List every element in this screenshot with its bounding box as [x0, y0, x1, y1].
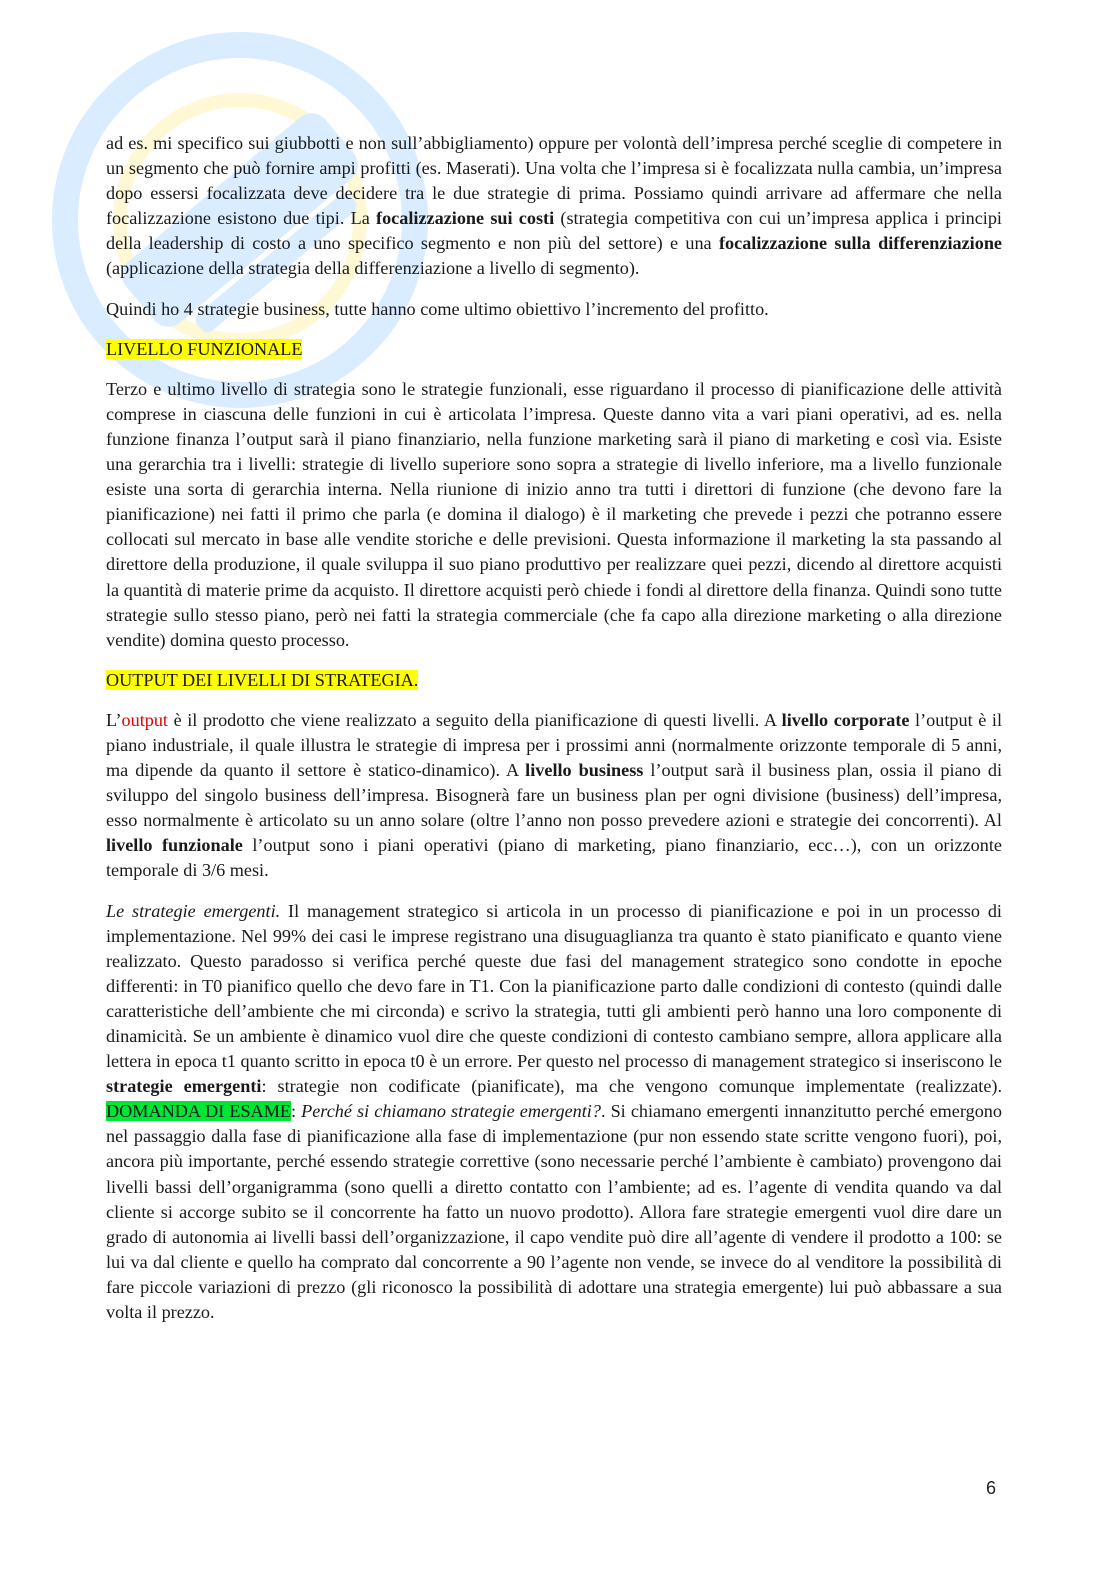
bold-term: strategie emergenti [106, 1076, 262, 1097]
text-run: è il prodotto che viene realizzato a seguito della pianificazione di questi livelli. A [167, 709, 782, 730]
text-run: L’ [106, 709, 122, 730]
heading-text: LIVELLO FUNZIONALE [106, 338, 303, 359]
text-run: Il management strategico si articola in un processo di pianificazione e poi in un processo di implementazione. Nel 99% dei casi le imprese registrano una disuguaglianza tra quanto è stato pianificato e quanto viene realizzato. Questo paradosso si verifica perché queste due fasi del management strategico sono condotte in epoche differenti: in T0 pianifico quello che devo fare in T1. Con la pianificazione parto dalle condizioni di contesto (quindi dalle caratteristiche dell’ambiente che mi circonda) e scrivo la strategia, tutti gli ambienti però hanno una loro componente di dinamicità. Se un ambiente è dinamico vuol dire che queste condizioni di contesto cambiano sempre, allora applicare alla lettera in epoca t1 quanto scritto in epoca t0 è un errore. Per questo nel processo di management strategico si inseriscono le [106, 900, 1002, 1072]
bold-term: livello corporate [781, 709, 910, 730]
red-term: output [121, 709, 168, 730]
text-run: l’output sarà il business plan, ossia il piano di sviluppo del singolo business dell’impresa. Bisognerà fare un business plan per ogni divisione (business) dell’impresa, esso normalmente è articolato su un anno solare (oltre l’anno non posso prevedere azioni e strategie dei concorrenti). Al [106, 760, 1002, 831]
heading-text: OUTPUT DEI LIVELLI DI STRATEGIA. [106, 669, 419, 690]
paragraph-strategie-business: Quindi ho 4 strategie business, tutte hanno come ultimo obiettivo l’incremento del profitto. [106, 298, 769, 319]
italic-question: Perché si chiamano strategie emergenti? [301, 1101, 601, 1122]
text-run: (strategia competitiva con cui un’impresa applica i principi della leadership di costo a uno specifico segmento e non più del settore) e una [106, 208, 1002, 254]
text-run: : strategie non codificate (pianificate), ma che vengono comunque implementate (realizzate). [261, 1076, 1002, 1097]
paragraph-output [106, 708, 1002, 884]
section-heading-output [106, 668, 1002, 693]
page-number: 6 [986, 1478, 997, 1498]
bold-term: livello business [525, 760, 644, 781]
paragraph-focalizzazione [106, 131, 1002, 282]
italic-term: Le strategie emergenti. [106, 900, 281, 921]
section-heading-livello-funzionale [106, 337, 1002, 362]
text-run: l’output è il piano industriale, il quale illustra le strategie di impresa per i prossimi anni (normalmente orizzonte temporale di 5 anni, ma dipende da quanto il settore è statico-dinamico). A [106, 709, 1002, 781]
paragraph-strategie-emergenti [106, 899, 1002, 1326]
exam-question-highlight: DOMANDA DI ESAME [106, 1101, 291, 1122]
bold-term: livello funzionale [106, 835, 243, 856]
text-run: ad es. mi specifico sui giubbotti e non sull’abbigliamento) oppure per volontà dell’impresa perché sceglie di competere in un segmento che può fornire ampi profitti (es. Maserati). Una volta che l’impresa si è focalizzata nulla cambia, un’impresa dopo essersi focalizzata deve decidere tra le due strategie di prima. Possiamo quindi arrivare ad affermare che nella focalizzazione esistono due tipi. La [106, 133, 1002, 229]
document-body [106, 131, 1002, 1340]
text-run: (applicazione della strategia della differenziazione a livello di segmento). [106, 258, 640, 279]
bold-term: focalizzazione sui costi [376, 208, 555, 229]
paragraph-livello-funzionale: Terzo e ultimo livello di strategia sono le strategie funzionali, esse riguardano il processo di pianificazione delle attività comprese in ciascuna delle funzioni in cui è articolata l’impresa. Queste danno vita a vari piani operativi, ad es. nella funzione finanza l’output sarà il piano finanziario, nella funzione marketing sarà il piano di marketing e così via. Esiste una gerarchia tra i livelli: strategie di livello superiore sono sopra a strategie di livello inferiore, ma a livello funzionale esiste una sorta di gerarchia interna. Nella riunione di inizio anno tra tutti i direttori di funzione (che devono fare la pianificazione) nei fatti il primo che parla (e domina il dialogo) è il marketing che prevede i pezzi che potranno essere collocati sul mercato in base alle vendite storiche e delle previsioni. Questa informazione il marketing la sta passando al direttore della produzione, il quale sviluppa il suo piano produttivo per realizzare quei pezzi, dicendo al direttore acquisti la quantità di materie prime da acquisto. Il direttore acquisti però chiede i fondi al direttore della finanza. Quindi sono tutte strategie sullo stesso piano, però nei fatti la strategia commerciale (che fa capo alla direzione marketing o alla direzione vendite) domina questo processo. [106, 378, 1002, 650]
text-run: . Si chiamano emergenti innanzitutto perché emergono nel passaggio dalla fase di pianificazione alla fase di implementazione (pur non essendo state scritte vengono fuori), poi, ancora più importante, perché essendo strategie correttive (sono necessarie perché l’ambiente è cambiato) provengono dai livelli bassi dell’organigramma (sono quelli a diretto contatto con l’ambiente; ad es. l’agente di vendita quando va dal cliente si accorge subito se il concorrente ha fatto un nuovo prodotto). Allora fare strategie emergenti vuol dire dare un grado di autonomia ai livelli bassi dell’organizzazione, il capo vendite può dire all’agente di vendere il prodotto a 100: se lui va dal cliente e quello ha comprato dal concorrente a 90 l’agente non vende, se invece do al venditore la possibilità di fare piccole variazioni di prezzo (gli riconosco la possibilità di adottare una strategia emergente) lui può abbassare a sua volta il prezzo. [106, 1101, 1002, 1323]
text-run: : [290, 1101, 302, 1122]
text-run: l’output sono i piani operativi (piano di marketing, piano finanziario, ecc…), con un orizzonte temporale di 3/6 mesi. [106, 835, 1002, 881]
bold-term: focalizzazione sulla differenziazione [718, 233, 1003, 254]
